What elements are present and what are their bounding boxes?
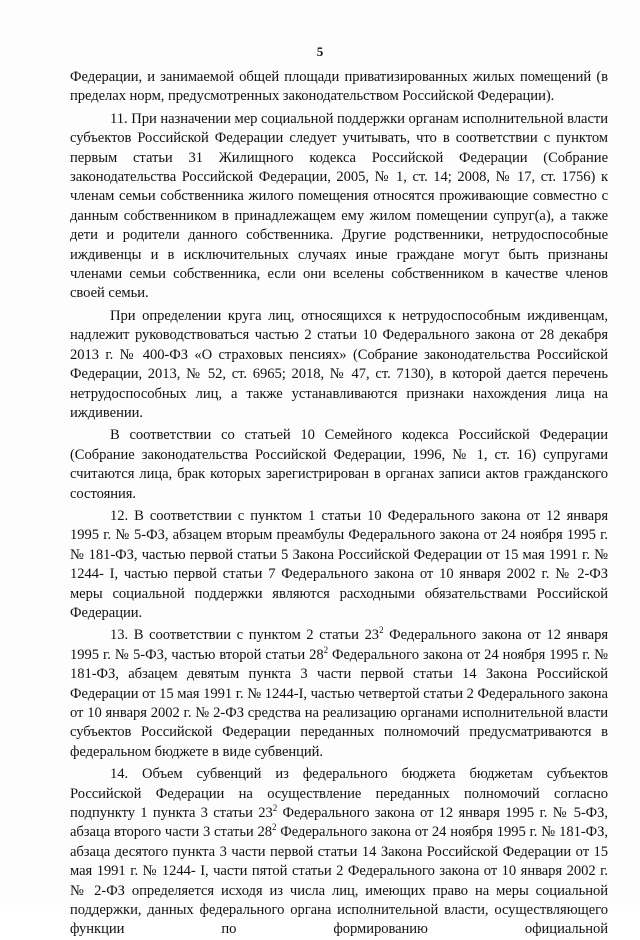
paragraph-continuation: Федерации, и занимаемой общей площади приватизированных жилых помещений (в пределах норм, предусмотренных законодательством Российской Федерации).	[70, 69, 608, 105]
paragraph-spouses: В соответствии со статьей 10 Семейного кодекса Российской Федерации (Собрание законодательства Российской Федерации, 1996, № 1, ст. 16) супругами считаются лица, брак которых зарегистрирован в органах записи актов гражданского состояния.	[70, 427, 608, 502]
paragraph-item-13-part-2: Федерального закона от 12 января 1995 г. № 5-ФЗ, частью второй статьи 28	[70, 627, 608, 663]
superscript: 2	[323, 644, 329, 655]
document-body	[70, 68, 608, 940]
paragraph-item-11: 11. При назначении мер социальной поддержки органам исполнительной власти субъектов Российской Федерации следует учитывать, что в соответствии с пунктом первым статьи 31 Жилищного кодекса Российской Федерации (Собрание законодательства Российской Федерации, 2005, № 1, ст. 14; 2008, № 17, ст. 1756) к членам семьи собственника жилого помещения относятся проживающие совместно с данным собственником в принадлежащем ему жилом помещении супруг(а), а также дети и родители данного собственника. Другие родственники, нетрудоспособные иждивенцы и в исключительных случаях иные граждане могут быть признаны членами семьи собственника, если они вселены собственником в качестве членов своей семьи.	[70, 110, 608, 302]
paragraph-item-14-part-2: Федерального закона от 12 января 1995 г. № 5-ФЗ, абзаца второго части 3 статьи 28	[70, 805, 608, 841]
paragraph-item-14-part-3: Федерального закона от 24 ноября 1995 г. № 181-ФЗ, абзаца десятого пункта 3 части первой статьи 14 Закона Российской Федерации от 15 мая 1991 г. № 1244- I, части пятой статьи 2 Федерального закона от 10 января 2002 г. № 2-ФЗ определяется исходя из числа лиц, имеющих право на меры социальной поддержки, данных федерального органа исполнительной власти, осуществляющего функции по формированию официальной	[70, 824, 608, 938]
paragraph-item-14	[70, 765, 608, 940]
paragraph-item-13	[70, 626, 608, 762]
paragraph-item-12: 12. В соответствии с пунктом 1 статьи 10 Федерального закона от 12 января 1995 г. № 5-ФЗ, абзацем вторым преамбулы Федерального закона от 24 ноября 1995 г. № 181-ФЗ, частью первой статьи 5 Закона Российской Федерации от 15 мая 1991 г. № 1244- I, частью первой статьи 7 Федерального закона от 10 января 2002 г. № 2-ФЗ меры социальной поддержки являются расходными обязательствами Российской Федерации.	[70, 507, 608, 621]
paragraph-item-13-part-1: 13. В соответствии с пунктом 2 статьи 23	[110, 627, 380, 644]
superscript: 2	[272, 822, 277, 833]
paragraph-item-13-part-3: Федерального закона от 24 ноября 1995 г. № 181-ФЗ, абзацем девятым пункта 3 части первой статьи 14 Закона Российской Федерации от 15 мая 1991 г. № 1244-I, частью четвертой статьи 2 Федерального закона от 10 января 2002 г. № 2-ФЗ средства на реализацию органами исполнительной власти субъектов Российской Федерации переданных полномочий предусматриваются в федеральном бюджете в виде субвенций.	[70, 646, 608, 760]
superscript: 2	[272, 803, 278, 814]
paragraph-dependents: При определении круга лиц, относящихся к нетрудоспособным иждивенцам, надлежит руководствоваться частью 2 статьи 10 Федерального закона от 28 декабря 2013 г. № 400-ФЗ «О страховых пенсиях» (Собрание законодательства Российской Федерации, 2013, № 52, ст. 6965; 2018, № 47, ст. 7130), в которой дается перечень нетрудоспособных лиц, а также устанавливаются признаки нахождения лица на иждивении.	[70, 307, 608, 421]
page-number: 5	[316, 44, 324, 59]
paragraph-item-14-part-1: 14. Объем субвенций из федерального бюджета бюджетам субъектов Российской Федерации на осуществление переданных полномочий согласно подпункту 1 пункта 3 статьи 23	[70, 766, 608, 822]
superscript: 2	[379, 625, 384, 636]
